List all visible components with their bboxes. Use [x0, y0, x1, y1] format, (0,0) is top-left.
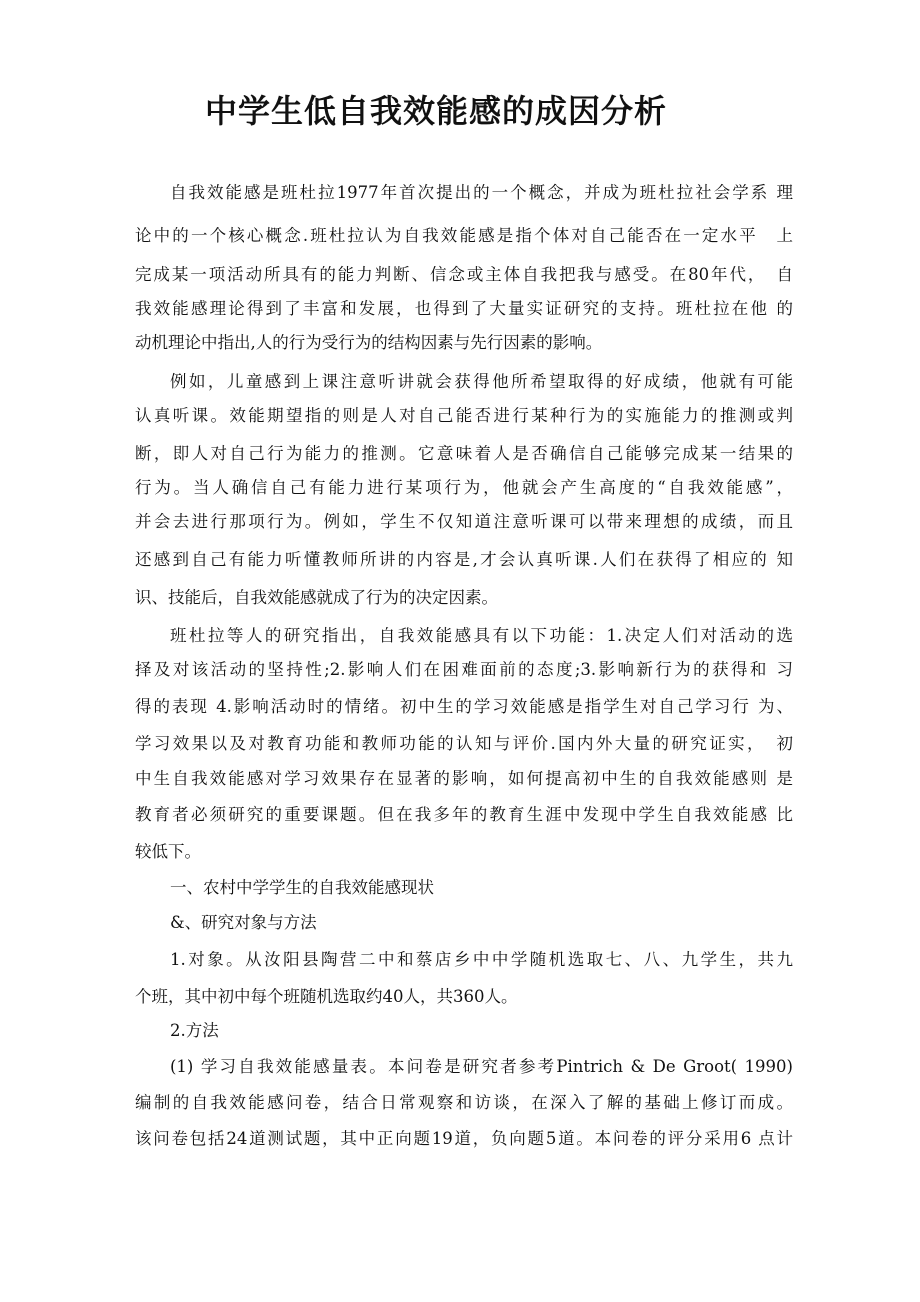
text-line: 自我效能感是班杜拉1977年首次提出的一个概念，并成为班杜拉社会学系 理	[170, 183, 793, 202]
text-line: 动机理论中指出,人的行为受行为的结构因素与先行因素的影响。	[135, 333, 603, 352]
text-line: 教育者必须研究的重要课题。但在我多年的教育生涯中发现中学生自我效能感 比	[135, 805, 793, 824]
text-line: 还感到自己有能力听懂教师所讲的内容是,才会认真听课.人们在获得了相应的 知	[135, 550, 793, 569]
subsection-heading: 2.方法	[170, 1021, 219, 1040]
text-line: 1.对象。从汝阳县陶营二中和蔡店乡中中学随机选取七、八、九学生，共九	[170, 950, 793, 969]
text-line: 完成某一项活动所具有的能力判断、信念或主体自我把我与感受。在80年代， 自	[135, 265, 793, 284]
text-line: 班杜拉等人的研究指出，自我效能感具有以下功能：1.决定人们对活动的选	[170, 626, 793, 645]
text-line: 识、技能后，自我效能感就成了行为的决定因素。	[135, 588, 498, 607]
text-line: 得的表现 4.影响活动时的情绪。初中生的学习效能感是指学生对自己学习行 为、	[135, 697, 793, 716]
text-line: (1) 学习自我效能感量表。本问卷是研究者参考Pintrich & De Groot( 1990)	[170, 1057, 793, 1076]
text-line: 例如，儿童感到上课注意听讲就会获得他所希望取得的好成绩，他就有可能	[170, 372, 793, 391]
text-line: 择及对该活动的坚持性;2.影响人们在困难面前的态度;3.影响新行为的获得和 习	[135, 660, 793, 679]
text-line: 论中的一个核心概念.班杜拉认为自我效能感是指个体对自己能否在一定水平 上	[135, 226, 793, 245]
text-line: 我效能感理论得到了丰富和发展，也得到了大量实证研究的支持。班杜拉在他 的	[135, 299, 793, 318]
text-line: 断，即人对自己行为能力的推测。它意味着人是否确信自己能够完成某一结果的	[135, 444, 793, 463]
text-line: 个班，其中初中每个班随机选取约40人，共360人。	[135, 987, 518, 1006]
text-line: 中生自我效能感对学习效果存在显著的影响，如何提高初中生的自我效能感则 是	[135, 769, 793, 788]
text-line: 较低下。	[135, 842, 201, 861]
page-title: 中学生低自我效能感的成因分析	[205, 92, 668, 130]
text-line: 该问卷包括24道测试题，其中正向题19道，负向题5道。本问卷的评分采用6 点计	[135, 1129, 793, 1148]
text-line: 编制的自我效能感问卷，结合日常观察和访谈，在深入了解的基础上修订而成。	[135, 1093, 793, 1112]
text-line: 学习效果以及对教育功能和教师功能的认知与评价.国内外大量的研究证实， 初	[135, 734, 793, 753]
subsection-heading: &、研究对象与方法	[170, 913, 317, 932]
text-line: 行为。当人确信自己有能力进行某项行为，他就会产生高度的“自我效能感”，	[135, 478, 793, 497]
text-line: 认真听课。效能期望指的则是人对自己能否进行某种行为的实施能力的推测或判	[135, 406, 793, 425]
text-line: 并会去进行那项行为。例如，学生不仅知道注意听课可以带来理想的成绩，而且	[135, 512, 793, 531]
section-heading: 一、农村中学学生的自我效能感现状	[170, 878, 434, 897]
